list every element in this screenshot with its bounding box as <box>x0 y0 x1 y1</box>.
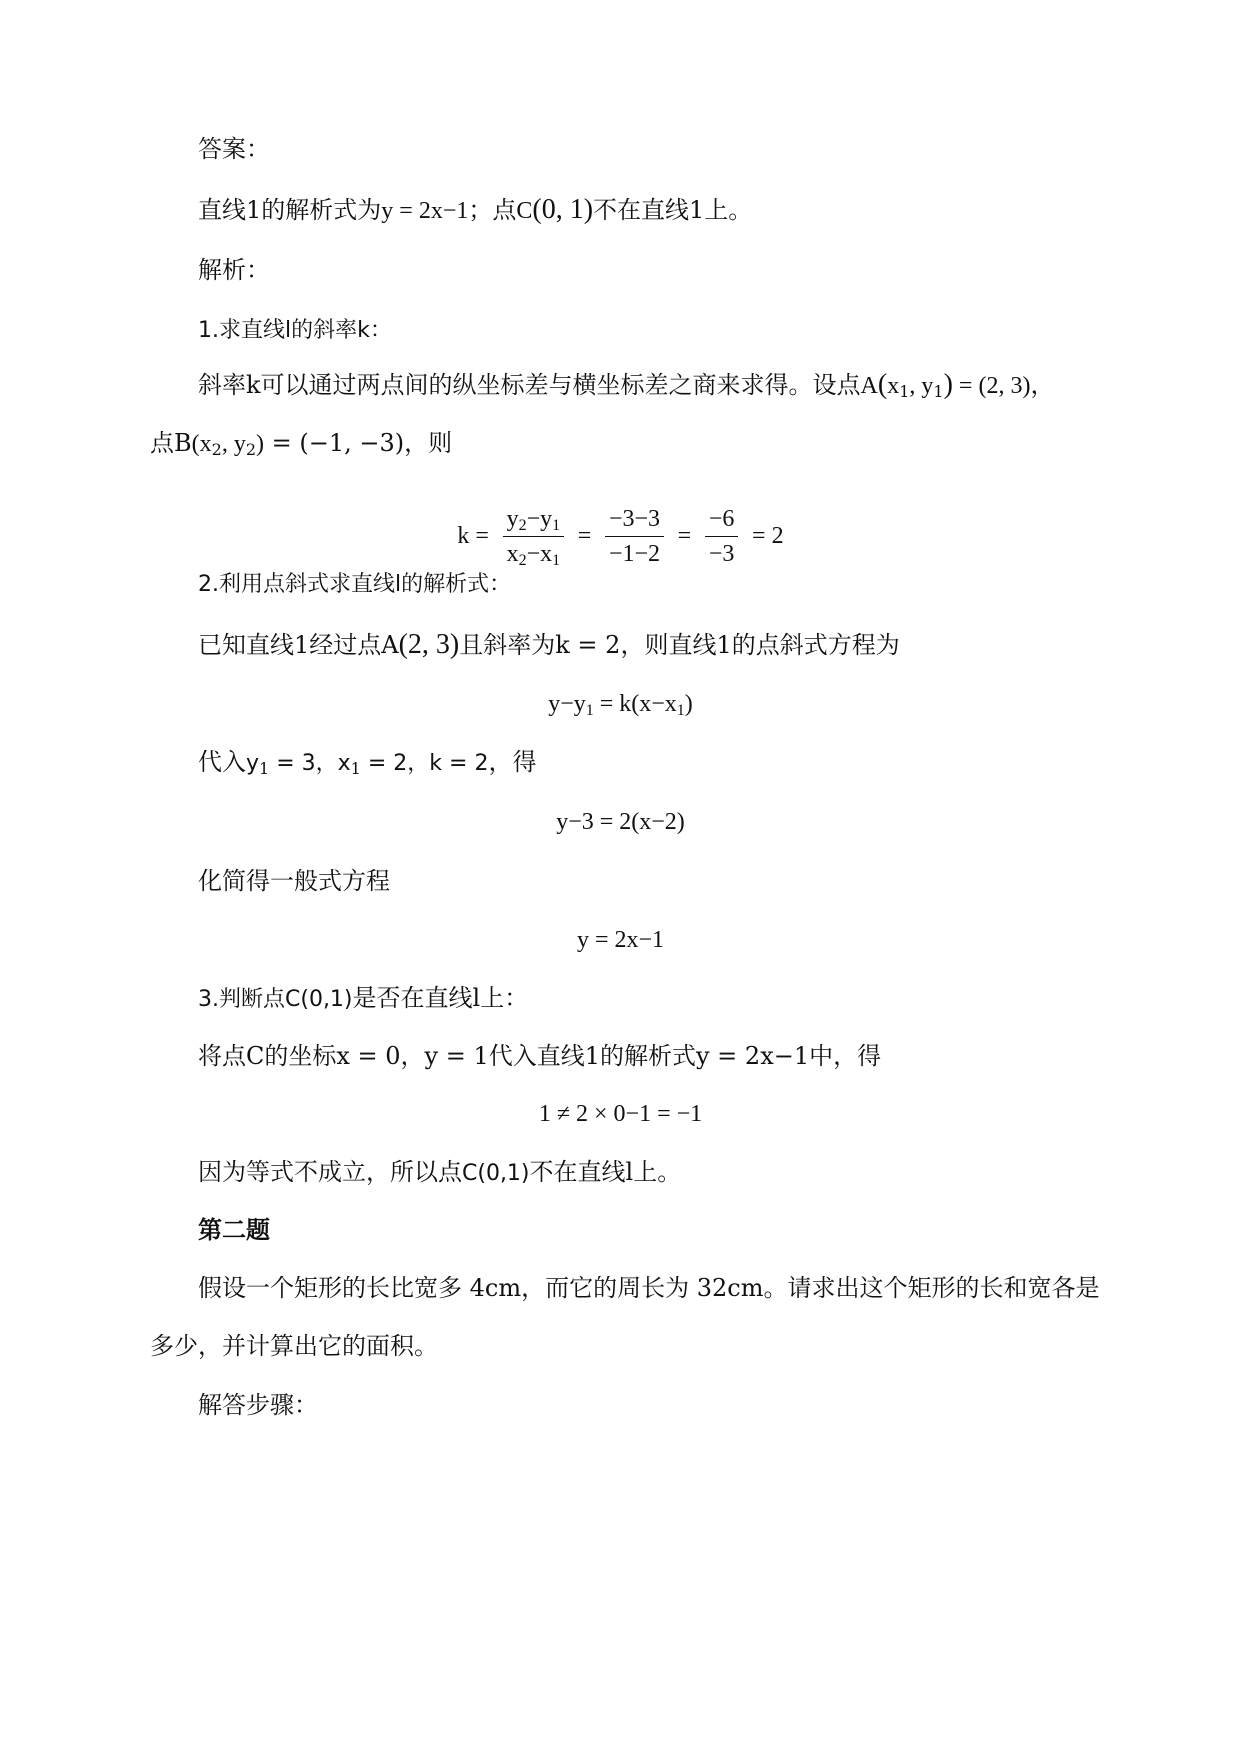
slope-equation <box>0 504 1241 569</box>
f1-num-a: y <box>506 506 519 532</box>
concl-point: C(0,1) <box>462 1161 530 1186</box>
sub-y-sub: 1 <box>259 759 270 778</box>
f1-den-b-sub: 1 <box>552 552 561 569</box>
psf-pre: y−y <box>548 691 586 717</box>
step1-paragraph-line1 <box>198 370 1054 401</box>
sub-x-sub: 1 <box>350 759 361 778</box>
answer-text-pre: 直线1的解析式为 <box>198 196 382 224</box>
step2-para-pre: 已知直线1经过点A <box>198 631 399 659</box>
step3-title-point: C(0,1) <box>285 987 353 1012</box>
slope-lhs: k = <box>457 523 489 549</box>
pointB-comma: , y <box>221 431 246 457</box>
step3-paragraph: 将点C的坐标x = 0，y = 1代入直线1的解析式y = 2x−1中，得 <box>198 1042 882 1070</box>
sub-y-val: = 3， <box>269 751 338 776</box>
fraction3-numerator: −6 <box>705 504 739 537</box>
psf-sub1: 1 <box>585 702 594 719</box>
step2-paragraph <box>198 630 900 660</box>
pointB-close: ) <box>256 431 265 457</box>
slope-equals-1: = <box>577 523 592 549</box>
step3-title-pre: 3.判断点 <box>198 987 285 1012</box>
fraction1-numerator <box>503 504 565 537</box>
answer-label: 答案： <box>198 135 270 163</box>
question2-title: 第二题 <box>198 1215 270 1244</box>
answer-text-post: 不在直线1上。 <box>593 196 753 224</box>
fraction3-denominator: −3 <box>708 541 735 567</box>
verification-equation: 1 ≠ 2 × 0−1 = −1 <box>538 1101 703 1127</box>
substituted-equation: y−3 = 2(x−2) <box>556 809 685 835</box>
pointA-open: ( <box>877 369 888 400</box>
step1-title: 1.求直线l的斜率k： <box>198 318 392 343</box>
pointA-x-sub: 1 <box>899 382 910 401</box>
slope-result: = 2 <box>752 523 784 549</box>
substitution-line <box>198 747 536 779</box>
concl-pre: 因为等式不成立，所以点 <box>198 1158 462 1186</box>
psf-mid: = k(x−x <box>593 691 677 717</box>
step3-conclusion <box>198 1157 681 1189</box>
f1-den-a: x <box>506 541 519 567</box>
answer-text-mid: ；点 <box>468 196 517 224</box>
slope-equals-2: = <box>677 523 692 549</box>
pointA-y-sub: 1 <box>933 382 944 401</box>
pointB-open: (x <box>191 431 212 457</box>
pointB-y-sub: 2 <box>245 440 257 459</box>
f1-den-a-sub: 2 <box>518 552 527 569</box>
fraction2-numerator: −3−3 <box>605 504 664 537</box>
sub-post: ，得 <box>488 748 537 776</box>
step2-para-mid: 且斜率为k = 2，则直线1的点斜式方程为 <box>459 631 900 659</box>
slope-fraction-simplified <box>705 504 739 569</box>
step3-title <box>198 983 528 1015</box>
answer-point-name: C <box>516 198 533 224</box>
question2-line2: 多少，并计算出它的面积。 <box>150 1332 438 1360</box>
step1-para-text: 斜率k可以通过两点间的纵坐标差与横坐标差之商来求得。设点 <box>198 371 861 399</box>
f1-num-b-sub: 1 <box>552 517 561 534</box>
pointA-name: A <box>860 373 878 399</box>
pointA-comma: , y <box>909 373 934 399</box>
fraction2-denominator: −1−2 <box>608 541 661 567</box>
fraction1-denominator <box>503 537 565 569</box>
pointA-x: x <box>887 373 900 399</box>
pointB-label: 点B <box>150 429 192 457</box>
step2-para-point: (2, 3) <box>398 629 460 660</box>
answer-equation: y = 2x−1 <box>381 198 469 224</box>
question2-steps-label: 解答步骤： <box>198 1391 318 1419</box>
sub-pre: 代入 <box>198 748 246 776</box>
sub-k: k = 2 <box>429 751 489 776</box>
answer-point-coords: (0, 1) <box>532 194 594 225</box>
analysis-label: 解析： <box>198 256 270 284</box>
pointA-close: ) <box>943 369 953 400</box>
f1-num-b: −y <box>526 506 553 532</box>
psf-post: ) <box>684 691 693 717</box>
step3-title-post: 是否在直线l上： <box>352 984 529 1012</box>
f1-den-b: −x <box>526 541 553 567</box>
concl-post: 不在直线l上。 <box>529 1158 682 1186</box>
point-slope-equation <box>0 689 1241 719</box>
general-equation: y = 2x−1 <box>576 927 665 953</box>
question2-line1: 假设一个矩形的长比宽多 4cm，而它的周长为 32cm。请求出这个矩形的长和宽各是 <box>198 1274 1100 1302</box>
sub-x-val: = 2， <box>360 751 430 776</box>
pointB-x-sub: 2 <box>211 440 222 459</box>
slope-fraction-values <box>605 504 664 569</box>
sub-x: x <box>337 751 351 776</box>
answer-line <box>198 195 752 226</box>
f1-num-a-sub: 2 <box>518 517 527 534</box>
slope-fraction-symbolic <box>503 504 565 569</box>
pointA-value: = (2, 3)， <box>952 373 1055 399</box>
step1-paragraph-line2 <box>150 428 452 459</box>
simplify-text: 化简得一般式方程 <box>198 867 390 895</box>
sub-y: y <box>246 751 260 776</box>
step2-title: 2.利用点斜式求直线l的解析式： <box>198 572 512 597</box>
pointB-value: = (−1, −3)，则 <box>264 429 453 457</box>
psf-sub2: 1 <box>676 702 685 719</box>
